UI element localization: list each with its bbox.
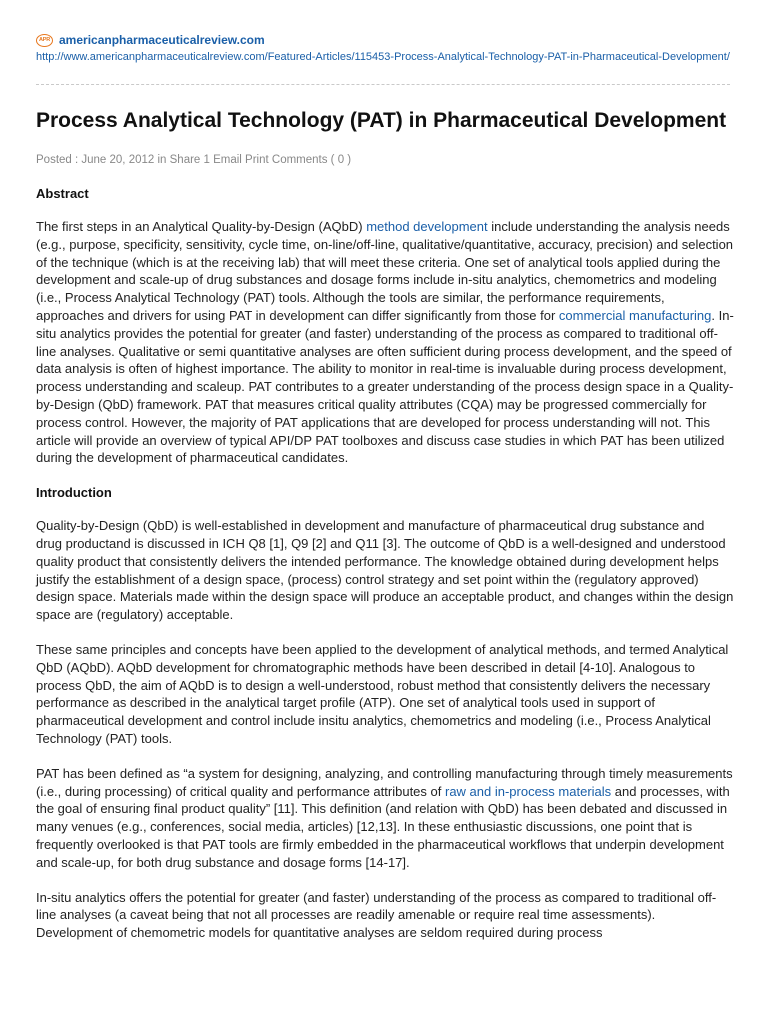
method-development-link[interactable]: method development bbox=[366, 219, 488, 234]
abstract-text-a: The first steps in an Analytical Quality-by-Design (AQbD) bbox=[36, 219, 367, 234]
introduction-heading: Introduction bbox=[36, 485, 112, 501]
raw-materials-link[interactable]: raw and in-process materials bbox=[444, 783, 612, 799]
site-logo-icon: APR bbox=[36, 34, 53, 47]
intro-p3-text-a: PAT has been defined as “a system for designing, analyzing, and controlling manufacturing through timely measurements (i.e., during processing) of critical quality and performance attributes of bbox=[36, 765, 733, 799]
article-url-link[interactable]: http://www.americanpharmaceuticalreview.com/Featured-Articles/115453-Process-Analytical-Technology-PAT-in-Pharmaceutical-Development/ bbox=[36, 51, 730, 63]
article-meta: Posted : June 20, 2012 in Share 1 Email Print Comments ( 0 ) bbox=[36, 154, 352, 166]
site-name-link[interactable]: americanpharmaceuticalreview.com bbox=[59, 33, 265, 47]
header-divider bbox=[36, 84, 730, 85]
intro-paragraph-1: Quality-by-Design (QbD) is well-established in development and manufacture of pharmaceutical drug substance and drug productand is discussed in ICH Q8 [1], Q9 [2] and Q11 [3]. The outcome of QbD is a well-designed and understood quality product that consistently delivers the intended performance. The knowledge obtained during development helps justify the establishment of a design space, (process) control strategy and set point within the (regulatory approved) design space. Materials made within the design space will produce an acceptable product, and changes within the design space are (regulatory) acceptable. bbox=[36, 518, 734, 623]
commercial-manufacturing-link[interactable]: commercial manufacturing bbox=[558, 307, 712, 323]
intro-paragraph-2: These same principles and concepts have been applied to the development of analytical methods, and termed Analytical QbD (AQbD). AQbD development for chromatographic methods have been described in detail [4-10]. Analogous to process QbD, the aim of AQbD is to design a well-understood, robust method that consistently delivers the necessary performance as described in the analytical target profile (ATP). One set of analytical tools used in support of pharmaceutical development and control include insitu analytics, chemometrics and modeling (i.e., Process Analytical Technology (PAT) tools. bbox=[36, 641, 729, 746]
abstract-text-c: . In-situ analytics provides the potential for greater (and faster) understanding of the process as compared to traditional off-line analyses. Qualitative or semi quantitative analyses are often sufficient during process development, and the speed of data analysis is often of highest importance. The ability to monitor in real-time is invaluable during process development, process understanding and scaleup. PAT contributes to a greater understanding of the process design space in a Quality-by-Design (QbD) framework. PAT that measures critical quality attributes (CQA) may be progressed commercially for process control. However, the majority of PAT applications that are developed for process understanding will not. This article will provide an overview of typical API/DP PAT toolboxes and discuss case studies in which PAT has been utilized during the development of pharmaceutical candidates. bbox=[36, 307, 734, 466]
site-row bbox=[36, 33, 736, 47]
abstract-paragraph bbox=[36, 218, 736, 467]
intro-paragraph-4: In-situ analytics offers the potential for greater (and faster) understanding of the process as compared to traditional off-line analyses (a caveat being that not all processes are readily amenable or require real time assessments). Development of chemometric models for quantitative analyses are seldom required during process bbox=[36, 889, 717, 941]
intro-p3-text-b: and processes, with the goal of ensuring final product quality” [11]. This definition (and relation with QbD) has been debated and discussed in many venues (e.g., conferences, social media, articles) [12,13]. In these enthusiastic discussions, one point that is frequently overlooked is that PAT tools are firmly embedded in the pharmaceutical workflows that underpin development and scale-up, for both drug substance and dosage forms [14-17]. bbox=[36, 783, 730, 870]
abstract-text-b: include understanding the analysis needs (e.g., purpose, specificity, sensitivity, cycle time, on-line/off-line, qualitative/quantitative, accuracy, precision) and selection of the technique (which is at the receiving lab) that will meet these criteria. One set of analytical tools applied during the development and scale-up of drug substances and dosage forms include in-situ analytics, chemometrics and modeling (i.e., Process Analytical Technology (PAT) tools. Although the tools are similar, the performance requirements, approaches and drivers for using PAT in development can differ significantly from those for bbox=[36, 219, 734, 323]
page-header bbox=[36, 33, 736, 65]
abstract-heading: Abstract bbox=[36, 186, 89, 201]
article-title: Process Analytical Technology (PAT) in Pharmaceutical Development bbox=[36, 109, 727, 132]
article-content bbox=[36, 105, 734, 942]
intro-paragraph-3 bbox=[36, 765, 734, 872]
